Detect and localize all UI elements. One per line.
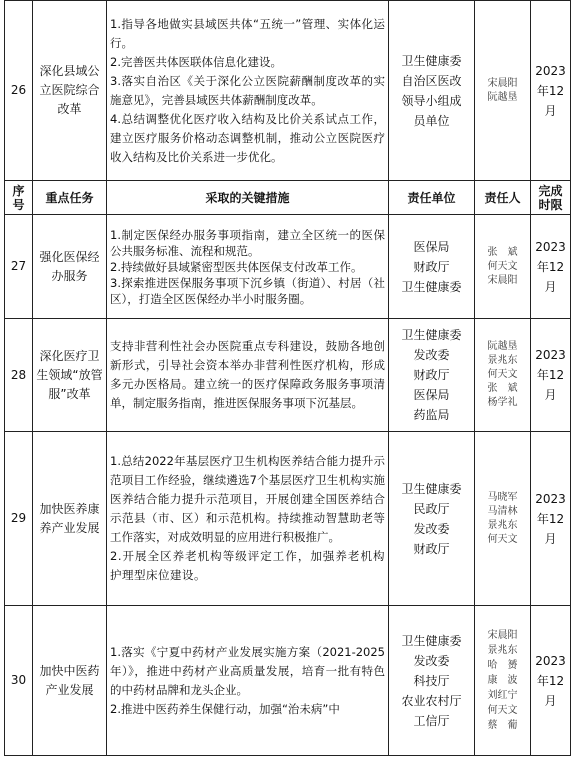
unit-line: 科技厅: [413, 673, 450, 688]
person-name: 康 波: [487, 675, 518, 686]
unit-line: 农业农村厅: [401, 693, 462, 708]
unit-line: 卫生健康委: [401, 481, 462, 496]
deadline-line: 月: [544, 388, 557, 402]
unit-line: 工信厅: [413, 713, 450, 728]
person-name: 景兆东: [487, 645, 518, 656]
key-measures: [107, 606, 389, 756]
measure-item: 2.持续做好县域紧密型医共体医保支付改革工作。: [110, 259, 363, 274]
deadline-line: 月: [544, 279, 557, 294]
header-task: 重点任务: [33, 181, 107, 215]
measure-item: 1.总结2022年基层医疗卫生机构医养结合能力提升示范项目工作经验，继续遴选7个基层医疗卫生机构实施医养结合能力提升示范项目，开展创建全国医养结合示范县（市、区）和示范机构。持续推动智慧助老等工作落实，对成效明显的应用进行积极推广。: [110, 454, 385, 544]
header-deadline: 完成时限: [531, 181, 571, 215]
deadline: [531, 215, 571, 319]
person-name: 何天文: [487, 369, 518, 380]
unit-line: 自治区医改: [401, 73, 462, 88]
responsible-unit: [389, 1, 475, 181]
person-name: 杨学礼: [487, 397, 518, 408]
row-number: 26: [5, 1, 33, 181]
responsible-person: [475, 319, 531, 432]
person-name: 张 斌: [487, 246, 518, 258]
deadline: [531, 1, 571, 181]
deadline-line: 2023: [535, 239, 566, 254]
key-measures: [107, 1, 389, 181]
key-task: 强化医保经办服务: [33, 215, 107, 319]
unit-line: 财政厅: [413, 259, 450, 274]
deadline-line: 2023: [535, 653, 566, 668]
unit-line: 卫生健康委: [401, 633, 462, 648]
unit-line: 药监局: [413, 408, 450, 422]
deadline-line: 年12: [536, 259, 565, 274]
row-number: 27: [5, 215, 33, 319]
unit-line: 财政厅: [413, 541, 450, 556]
deadline-line: 月: [544, 693, 557, 708]
person-name: 何天文: [487, 705, 518, 716]
header-number: 序号: [5, 181, 33, 215]
measures-table: [4, 0, 571, 756]
unit-line: 发改委: [413, 348, 450, 362]
unit-line: 员单位: [413, 113, 450, 128]
deadline-line: 年12: [536, 368, 565, 382]
measures-table-page: [4, 0, 570, 758]
unit-line: 卫生健康委: [401, 279, 462, 294]
unit-line: 卫生健康委: [401, 53, 462, 68]
header-measures: 采取的关键措施: [107, 181, 389, 215]
responsible-person: [475, 432, 531, 606]
person-name: 哈 赟: [487, 660, 518, 671]
deadline-line: 年12: [536, 83, 565, 98]
deadline-line: 年12: [536, 511, 565, 526]
measure-item: 3.落实自治区《关于深化公立医院薪酬制度改革的实施意见》，完善县域医共体薪酬制度改革。: [110, 73, 385, 107]
person-name: 阮越垦: [487, 91, 518, 103]
deadline-line: 月: [544, 103, 557, 118]
unit-line: 财政厅: [413, 368, 450, 382]
row-number: 30: [5, 606, 33, 756]
person-name: 何天文: [487, 533, 518, 545]
key-task: 深化县域公立医院综合改革: [33, 1, 107, 181]
row-number: 29: [5, 432, 33, 606]
unit-line: 医保局: [413, 239, 450, 254]
person-name: 张 斌: [487, 383, 518, 394]
measure-item: 3.探索推进医保服务事项下沉乡镇（街道）、村居（社区），打造全区医保经办半小时服务圈。: [110, 275, 385, 306]
measure-item: 2.推进中医药养生保健行动，加强“治未病”中: [110, 701, 340, 716]
unit-line: 发改委: [413, 653, 450, 668]
row-number: 28: [5, 319, 33, 432]
key-measures: [107, 215, 389, 319]
table-row: [5, 432, 571, 606]
person-name: 宋晨阳: [487, 630, 518, 641]
responsible-person: [475, 1, 531, 181]
measure-item: 1.指导各地做实县域医共体“五统一”管理、实体化运行。: [110, 16, 385, 50]
responsible-person: [475, 215, 531, 319]
deadline: [531, 319, 571, 432]
person-name: 何天文: [487, 260, 518, 272]
key-measures: [107, 432, 389, 606]
responsible-person: [475, 606, 531, 756]
key-task: 加快医养康养产业发展: [33, 432, 107, 606]
table-row: [5, 606, 571, 756]
person-name: 蔡 葡: [487, 720, 518, 731]
person-name: 阮越垦: [487, 341, 518, 352]
deadline-line: 年12: [536, 673, 565, 688]
header-unit: 责任单位: [389, 181, 475, 215]
measure-item: 2.完善医共体医联体信息化建设。: [110, 54, 282, 69]
deadline-line: 2023: [535, 348, 566, 362]
deadline: [531, 606, 571, 756]
person-name: 景兆东: [487, 519, 518, 531]
header-person: 责任人: [475, 181, 531, 215]
deadline: [531, 432, 571, 606]
key-task: 加快中医药产业发展: [33, 606, 107, 756]
unit-line: 医保局: [413, 388, 450, 402]
person-name: 景兆东: [487, 355, 518, 366]
responsible-unit: [389, 606, 475, 756]
deadline-line: 2023: [535, 63, 566, 78]
measure-item: 2.开展全区养老机构等级评定工作，加强养老机构护理型床位建设。: [110, 549, 385, 582]
measure-item: 支持非营利性社会办医院重点专科建设，鼓励各地创新形式，引导社会资本举办非营利性医疗机构，形成多元办医格局。建立统一的医疗保障政务服务事项清单，制定服务指南，推进医保服务事项下沉基层。: [110, 339, 385, 410]
unit-line: 领导小组成: [401, 93, 462, 108]
deadline-line: 2023: [535, 491, 566, 506]
unit-line: 发改委: [413, 521, 450, 536]
table-row: [5, 1, 571, 181]
key-measures: [107, 319, 389, 432]
key-task: 深化医疗卫生领域“放管服”改革: [33, 319, 107, 432]
unit-line: 卫生健康委: [401, 328, 462, 342]
table-row: [5, 319, 571, 432]
measure-item: 1.制定医保经办服务事项指南，建立全区统一的医保公共服务标准、流程和规范。: [110, 227, 385, 258]
responsible-unit: [389, 432, 475, 606]
table-row: [5, 215, 571, 319]
person-name: 马晓军: [487, 491, 518, 503]
person-name: 刘红宁: [487, 690, 518, 701]
measure-item: 1.落实《宁夏中药材产业发展实施方案（2021-2025年）》，推进中药材产业高质量发展，培育一批有特色的中药材品牌和龙头企业。: [110, 644, 385, 697]
table-header-row: [5, 181, 571, 215]
unit-line: 民政厅: [413, 501, 450, 516]
person-name: 马清林: [487, 505, 518, 517]
deadline-line: 月: [544, 531, 557, 546]
responsible-unit: [389, 319, 475, 432]
person-name: 宋晨阳: [487, 274, 518, 286]
responsible-unit: [389, 215, 475, 319]
measure-item: 4.总结调整优化医疗收入结构及比价关系试点工作，建立医疗服务价格动态调整机制，推动公立医院医疗收入结构及比价关系进一步优化。: [110, 111, 385, 164]
person-name: 宋晨阳: [487, 77, 518, 89]
